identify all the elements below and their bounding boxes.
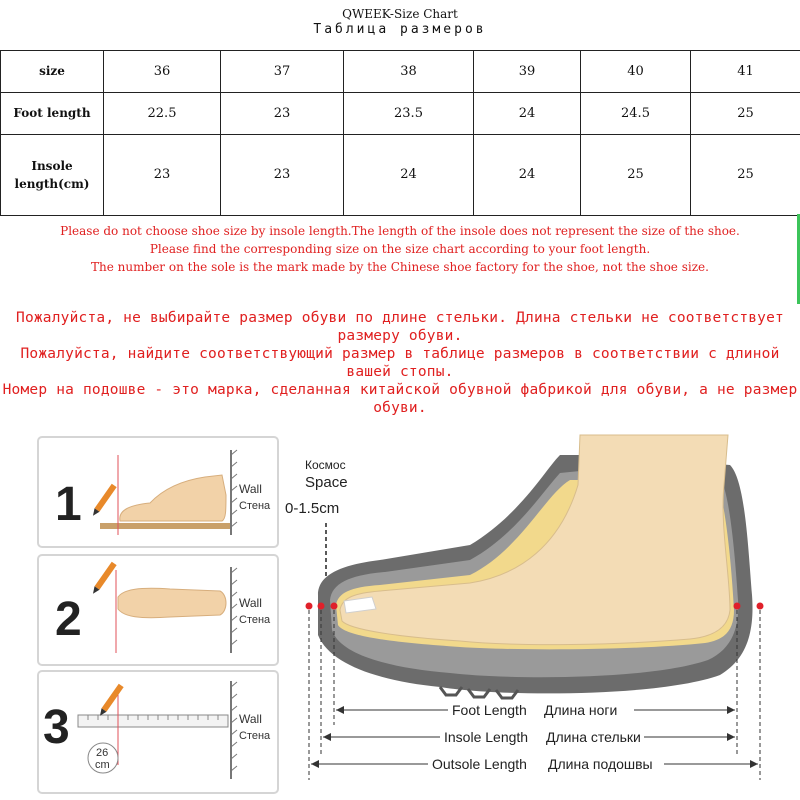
insole-marker-left xyxy=(318,603,325,610)
chart-title: QWEEK-Size Chart xyxy=(342,7,458,21)
table-cell: 25 xyxy=(691,92,800,134)
note-line: Please find the corresponding size on the size chart according to your foot length. xyxy=(149,242,651,256)
table-cell: 41 xyxy=(691,51,800,93)
step-number: 2 xyxy=(55,593,82,646)
table-cell: 37 xyxy=(221,51,344,93)
floor-board xyxy=(100,523,230,529)
table-cell: 40 xyxy=(581,51,691,93)
step-1-panel xyxy=(38,437,278,547)
table-cell: 23 xyxy=(221,92,344,134)
wall-label: Wall xyxy=(239,482,262,496)
note-line: Номер на подошве - это марка, сделанная китайской обувной фабрикой для обуви, а не размер обуви. xyxy=(2,382,798,416)
row-header-insole-length xyxy=(1,134,104,215)
table-cell: 23 xyxy=(221,134,344,215)
table-row-size xyxy=(1,51,800,93)
table-cell: 38 xyxy=(344,51,474,93)
outsole-marker-left xyxy=(306,603,313,610)
table-cell: 39 xyxy=(474,51,581,93)
wall-label-ru: Стена xyxy=(239,500,271,512)
chart-title-ru: Таблица размеров xyxy=(313,22,487,37)
notes-english xyxy=(0,222,800,276)
measure-value: 26 xyxy=(96,747,109,759)
step-number: 1 xyxy=(55,478,82,531)
table-cell: 25 xyxy=(581,134,691,215)
outsole-length-label: Outsole Length xyxy=(432,756,527,772)
step-number: 3 xyxy=(43,701,70,754)
size-table xyxy=(0,50,800,216)
wall-label-ru: Стена xyxy=(239,614,271,626)
space-range: 0-1.5cm xyxy=(285,500,340,517)
note-line: Пожалуйста, не выбирайте размер обуви по длине стельки. Длина стельки не соответствует размеру обуви. xyxy=(16,310,784,344)
note-line: The number on the sole is the mark made by the Chinese shoe factory for the shoe, not the shoe size. xyxy=(91,260,709,274)
table-cell: 36 xyxy=(104,51,221,93)
insole-length-label: Insole Length xyxy=(444,729,529,745)
row-header-foot-length: Foot length xyxy=(1,92,104,134)
foot-marker-left xyxy=(331,603,338,610)
note-line: Please do not choose shoe size by insole length.The length of the insole does not represent the size of the shoe. xyxy=(60,224,740,238)
ruler xyxy=(78,715,228,727)
row-header-line: Insole xyxy=(31,158,73,173)
table-cell: 24 xyxy=(344,134,474,215)
foot-length-label: Foot Length xyxy=(452,702,527,718)
foot-length-arrow xyxy=(336,701,735,719)
wall-label: Wall xyxy=(239,712,262,726)
table-cell: 24 xyxy=(474,134,581,215)
note-line: Пожалуйста, найдите соответствующий размер в таблице размеров в соответствии с длиной вашей стопы. xyxy=(20,346,780,380)
measure-unit: cm xyxy=(95,759,110,771)
foot-icon xyxy=(118,588,226,617)
row-header-size: size xyxy=(1,51,104,93)
insole-length-label-ru: Длина стельки xyxy=(546,729,641,745)
foot-length-label-ru: Длина ноги xyxy=(544,702,618,718)
outsole-length-label-ru: Длина подошвы xyxy=(548,756,653,772)
table-cell: 24 xyxy=(474,92,581,134)
notes-russian xyxy=(0,309,800,417)
table-row-insole-length xyxy=(1,134,800,215)
table-row-foot-length xyxy=(1,92,800,134)
row-header-line: length(cm) xyxy=(14,176,90,191)
table-cell: 23.5 xyxy=(344,92,474,134)
table-cell: 24.5 xyxy=(581,92,691,134)
table-cell: 25 xyxy=(691,134,800,215)
outsole-marker-right xyxy=(757,603,764,610)
space-label-ru: Космос xyxy=(305,458,346,472)
space-label: Space xyxy=(305,474,348,491)
outsole-length-arrow xyxy=(311,755,758,773)
table-cell: 22.5 xyxy=(104,92,221,134)
table-cell: 23 xyxy=(104,134,221,215)
shoe-cross-section xyxy=(285,435,764,780)
wall-label: Wall xyxy=(239,596,262,610)
measurement-diagram xyxy=(0,425,800,800)
foot-marker-right xyxy=(734,603,741,610)
insole-length-arrow xyxy=(323,728,735,746)
step-3-panel xyxy=(38,671,278,793)
step-2-panel xyxy=(38,555,278,665)
wall-label-ru: Стена xyxy=(239,730,271,742)
